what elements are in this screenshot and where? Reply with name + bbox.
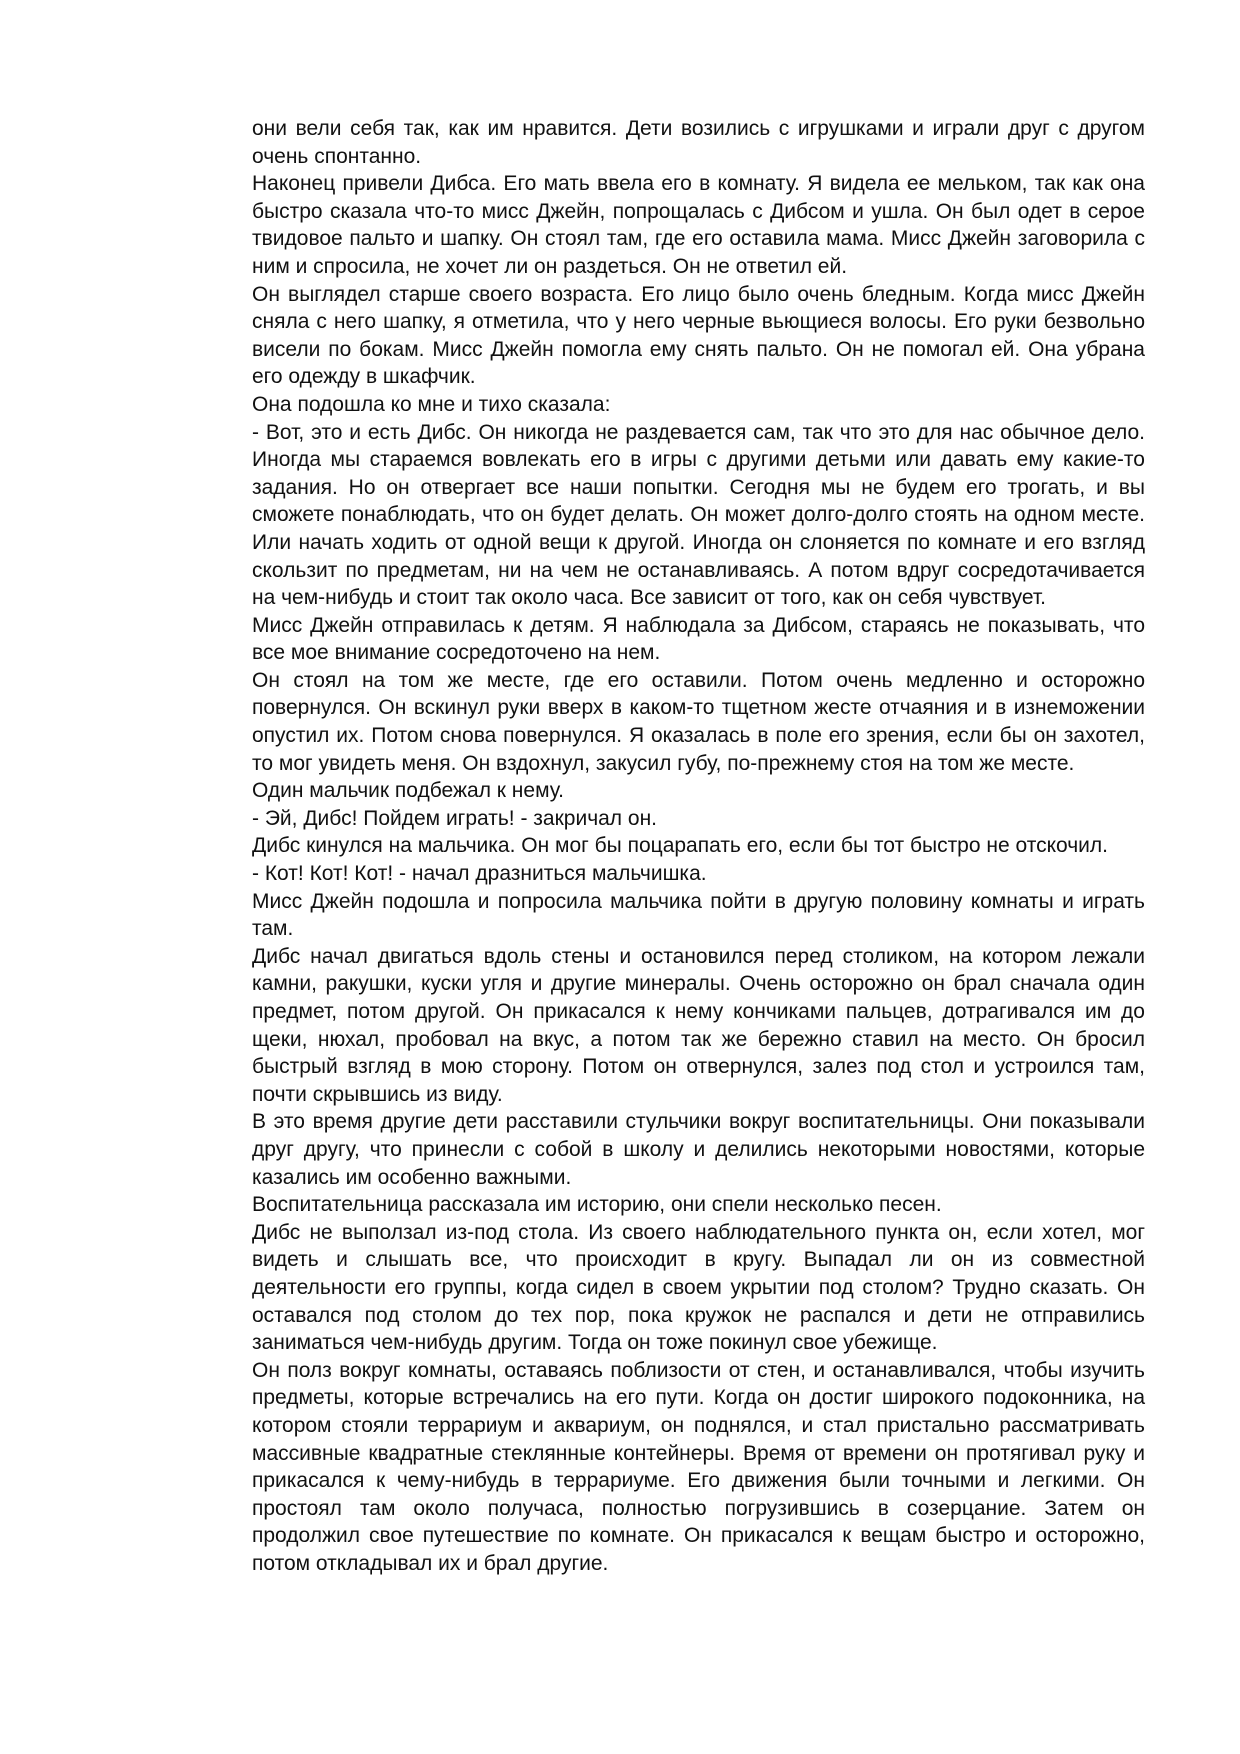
paragraph: они вели себя так, как им нравится. Дети возились с игрушками и играли друг с другом очень спонтанно. xyxy=(252,117,1145,168)
paragraph: Он выглядел старше своего возраста. Его лицо было очень бледным. Когда мисс Джейн сняла с него шапку, я отметила, что у него черные вьющиеся волосы. Его руки безвольно висели по бокам. Мисс Джейн помогла ему снять пальто. Он не помогал ей. Она убрана его одежду в шкафчик. xyxy=(252,282,1145,389)
paragraph: Дибс начал двигаться вдоль стены и остановился перед столиком, на котором лежали камни, ракушки, куски угля и другие минералы. Очень осторожно он брал сначала один предмет, потом другой. Он прикасался к нему кончиками пальцев, дотрагивался им до щеки, нюхал, пробовал на вкус, а потом так же бережно ставил на место. Он бросил быстрый взгляд в мою сторону. Потом он отвернулся, залез под стол и устроился там, почти скрывшись из виду. xyxy=(252,944,1145,1106)
paragraph: - Кот! Кот! Кот! - начал дразниться мальчишка. xyxy=(252,862,707,886)
paragraph: Дибс не выползал из-под стола. Из своего наблюдательного пункта он, если хотел, мог видеть и слышать все, что происходит в кругу. Выпадал ли он из совместной деятельности его группы, когда сидел в своем укрытии под столом? Трудно сказать. Он оставался под столом до тех пор, пока кружок не распался и дети не отправились заниматься чем-нибудь другим. Тогда он тоже покинул свое убежище. xyxy=(252,1220,1145,1355)
paragraph: Дибс кинулся на мальчика. Он мог бы поцарапать его, если бы тот быстро не отскочил. xyxy=(252,834,1108,858)
paragraph: Она подошла ко мне и тихо сказала: xyxy=(252,392,611,416)
paragraph: - Эй, Дибс! Пойдем играть! - закричал он. xyxy=(252,806,658,830)
paragraph: Мисс Джейн подошла и попросила мальчика пойти в другую половину комнаты и играть там. xyxy=(252,889,1145,941)
body-text xyxy=(252,115,1145,1577)
paragraph: Он полз вокруг комнаты, оставаясь поблизости от стен, и останавливался, чтобы изучить предметы, которые встречались на его пути. Когда он достиг широкого подоконника, на котором стояли террариум и аквариум, он поднялся, и стал пристально рассматривать массивные квадратные стеклянные контейнеры. Время от времени он протягивал руку и прикасался к чему-нибудь в террариуме. Его движения были точными и легкими. Он простоял там около получаса, полностью погрузившись в созерцание. Затем он продолжил свое путешествие по комнате. Он прикасался к вещам быстро и осторожно, потом откладывал их и брал другие. xyxy=(252,1358,1145,1575)
paragraph: Один мальчик подбежал к нему. xyxy=(252,779,564,803)
paragraph: В это время другие дети расставили стульчики вокруг воспитательницы. Они показывали друг другу, что принесли с собой в школу и делились некоторыми новостями, которые казались им особенно важными. xyxy=(252,1110,1145,1189)
paragraph: Мисс Джейн отправилась к детям. Я наблюдала за Дибсом, стараясь не показывать, что все мое внимание сосредоточено на нем. xyxy=(252,613,1145,665)
paragraph: Он стоял на том же месте, где его оставили. Потом очень медленно и осторожно повернулся. Он вскинул руки вверх в каком-то тщетном жесте отчаяния и в изнеможении опустил их. Потом снова повернулся. Я оказалась в поле его зрения, если бы он захотел, то мог увидеть меня. Он вздохнул, закусил губу, по-прежнему стоя на том же месте. xyxy=(252,668,1145,775)
paragraph: - Вот, это и есть Дибс. Он никогда не раздевается сам, так что это для нас обычное дело. Иногда мы стараемся вовлекать его в игры с другими детьми или давать ему какие-то задания. Но он отвергает все наши попытки. Сегодня мы не будем его трогать, и вы сможете понаблюдать, что он будет делать. Он может долго-долго стоять на одном месте. Или начать ходить от одной вещи к другой. Иногда он слоняется по комнате и его взгляд скользит по предметам, ни на чем не останавливаясь. А потом вдруг сосредотачивается на чем-нибудь и стоит так около часа. Все зависит от того, как он себя чувствует. xyxy=(252,420,1145,610)
paragraph: Наконец привели Дибса. Его мать ввела его в комнату. Я видела ее мельком, так как она быстро сказала что-то мисс Джейн, попрощалась с Дибсом и ушла. Он был одет в серое твидовое пальто и шапку. Он стоял там, где его оставила мама. Мисс Джейн заговорила с ним и спросила, не хочет ли он раздеться. Он не ответил ей. xyxy=(252,172,1145,278)
paragraph: Воспитательница рассказала им историю, они спели несколько песен. xyxy=(252,1193,942,1217)
